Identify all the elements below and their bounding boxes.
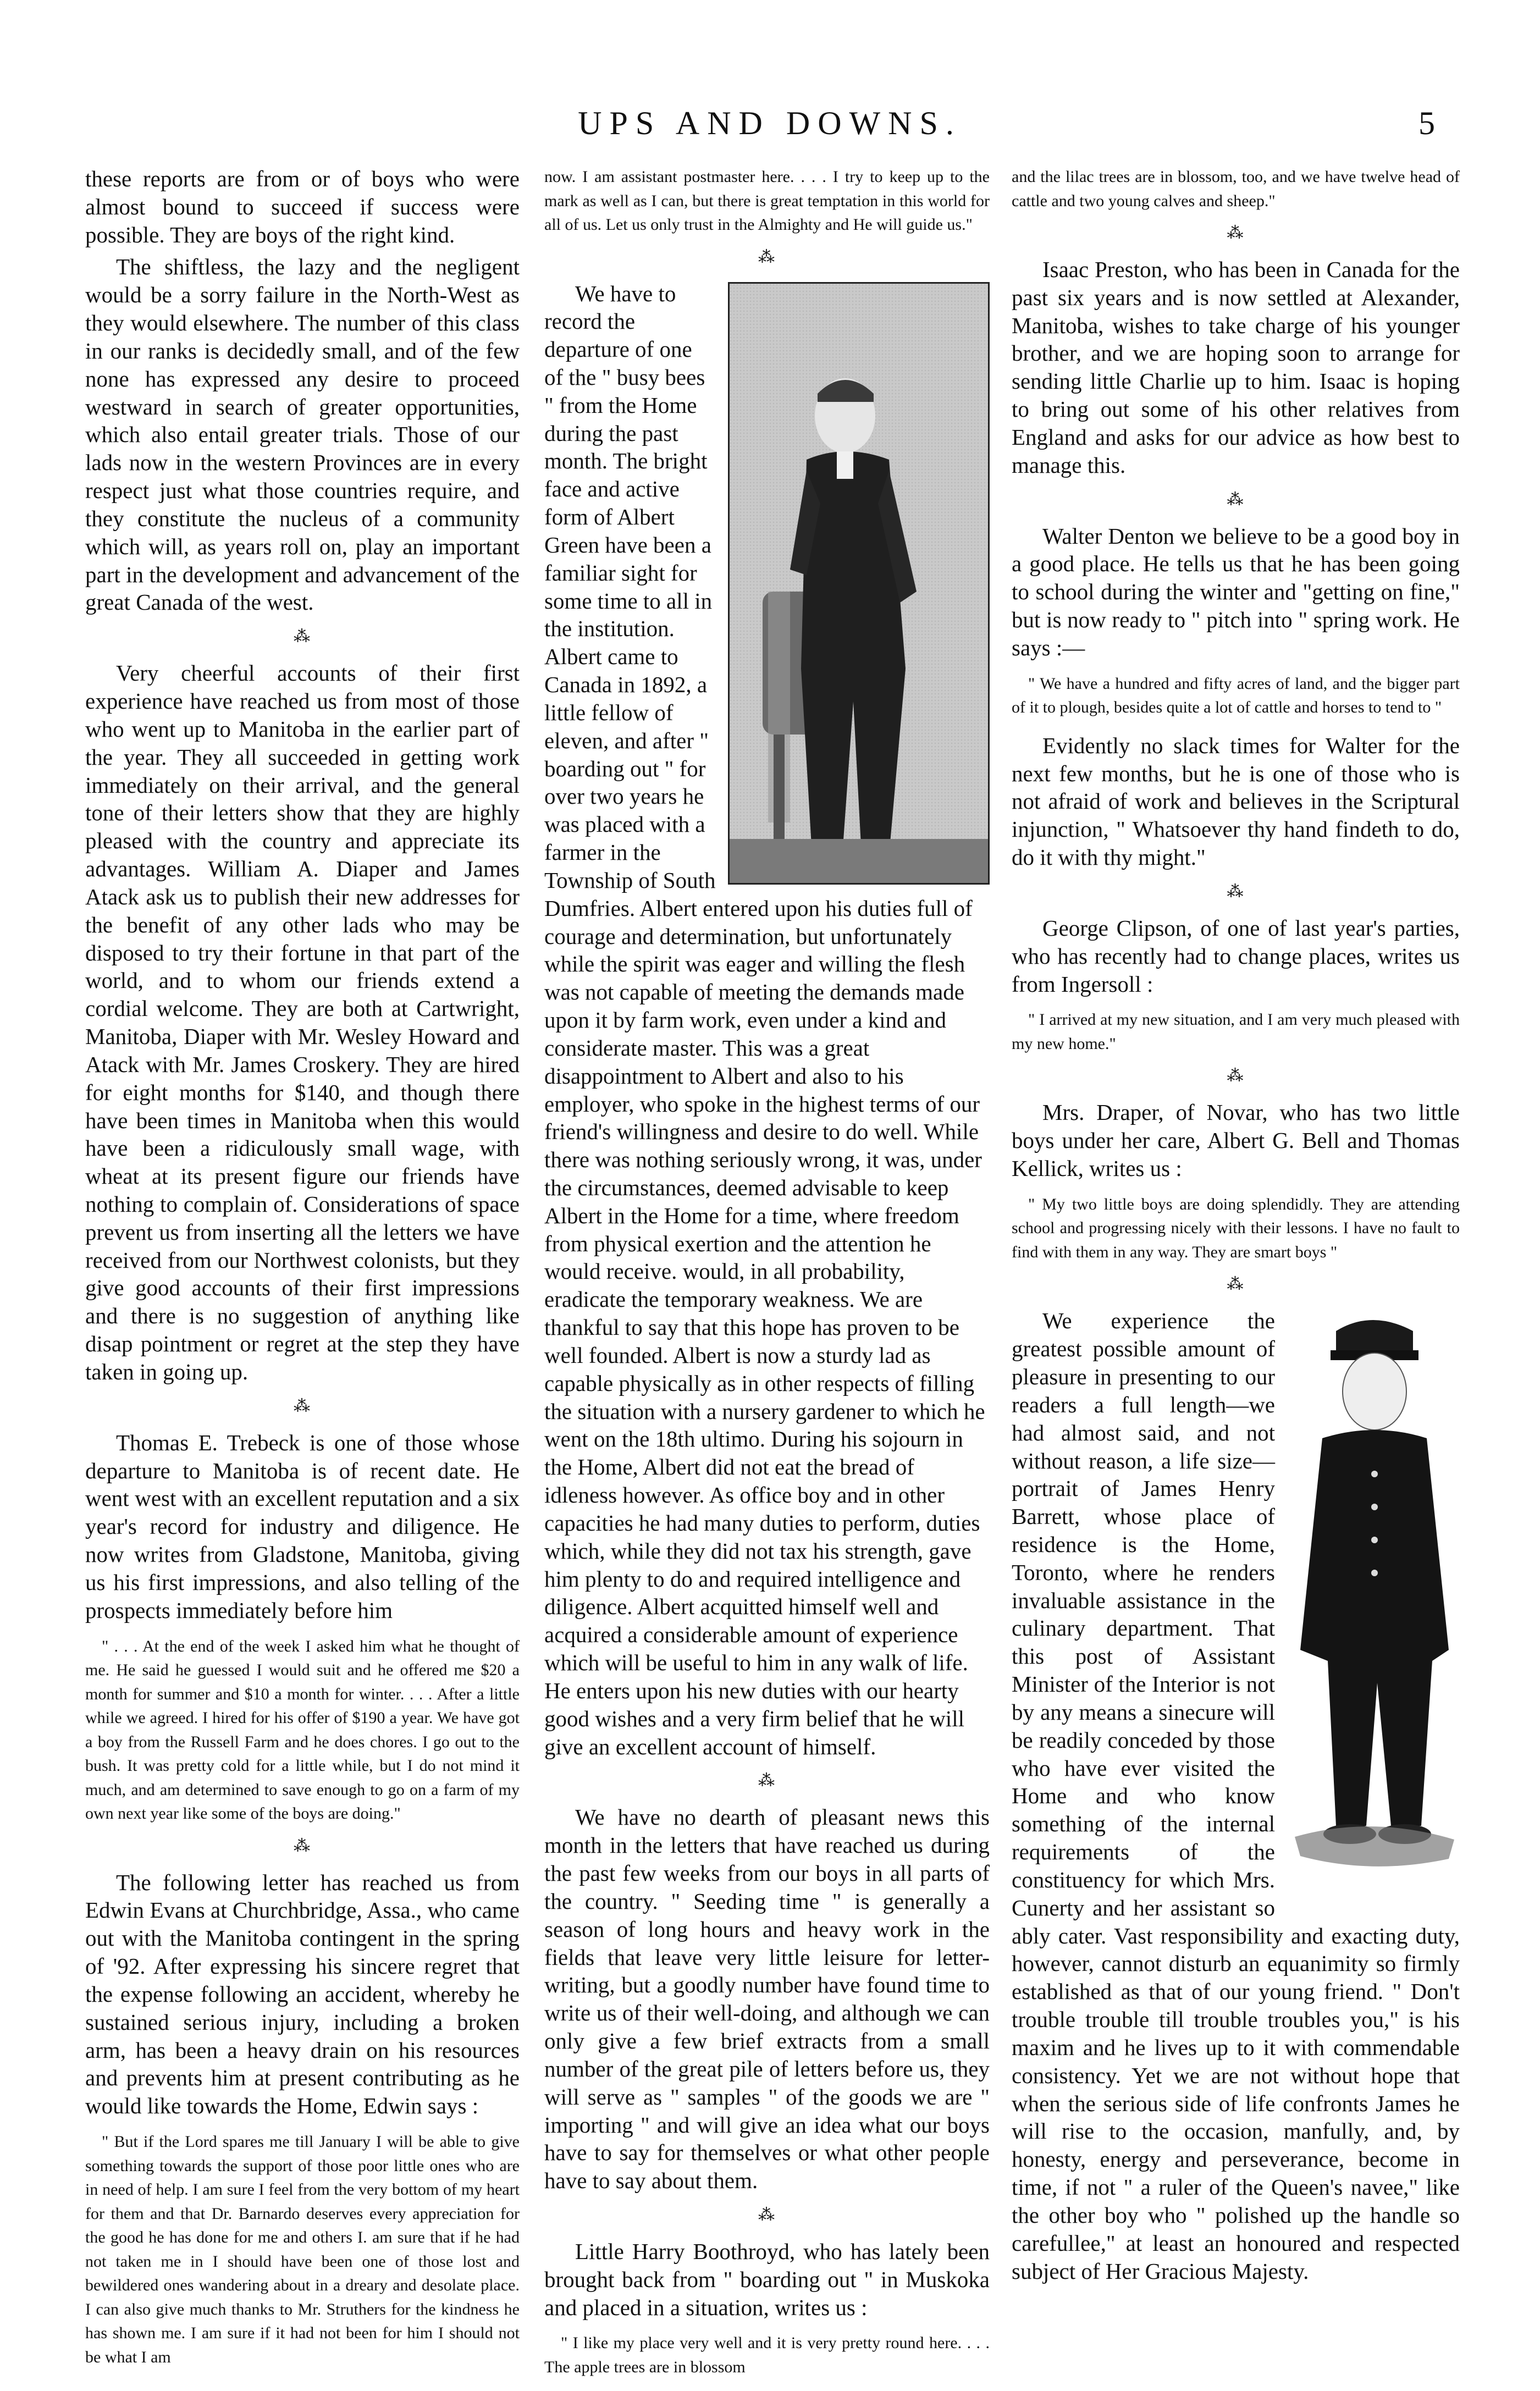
paragraph: Mrs. Draper, of Novar, who has two little boys under her care, Albert G. Bell and Thomas Kellick, writes us :	[1012, 1100, 1460, 1181]
paragraph: Isaac Preston, who has been in Canada for the past six years and is now settled at Alexander, Manitoba, wishes to take charge of his younger brother, and we are hoping soon to arrange for sending little Charlie up to him. Isaac is hoping to bring out some of his other relatives from England and asks for our advice as how best to manage this.	[1012, 257, 1460, 478]
letter-extract: " I arrived at my new situation, and I am very much pleased with my new home."	[1012, 1010, 1460, 1053]
letter-extract: " I like my place very well and it is very pretty round here. . . . The apple trees are in blossom	[544, 2334, 990, 2376]
paragraph: We experience the greatest possible amount of pleasure in presenting to our readers a full length—we had almost said, and not without reason, a life size—portrait of James Henry Barrett, whose place of residence is the Home, Toronto, where he renders invaluable assistance in the culinary department. That this post of Assistant Minister of the Interior is not by any means a sinecure will be readily conceded by those who have ever visited the Home and who know something of the internal requirements of the constituency for which Mrs. Cunerty and her assistant so ably cater. Vast responsibility and exacting duty, however, cannot disturb an equanimity so firmly established as that of our young friend. " Don't trouble trouble till trouble troubles you," is his maxim and he lives up to it with commendable consistency. Yet we are not without hope that when the serious side of life confronts James he will rise to the occasion, manfully, and, by honesty, energy and perseverance, become in time, if not " a ruler of the Queen's navee," like the other boy who " polished up the handle so carefullee," at least an honoured and respected subject of Her Gracious Majesty.	[1012, 1308, 1460, 2284]
paragraph: We have no dearth of pleasant news this month in the letters that have reached us during the past few weeks from our boys in all parts of the country. " Seeding time " is generally a season of long hours and heavy work in the fields that leave very little leisure for letter-writing, but a goodly number have found time to write us of their well-doing, and although we can only give a few brief extracts from a small number of the great pile of letters before us, they will serve as " samples " of the goods we are " importing " and will give an idea what our boys have to say for themselves or what other people have to say about them.	[544, 1804, 990, 2194]
section-separator: ⁂	[294, 627, 311, 646]
portrait-illustration	[1284, 1309, 1460, 1903]
letter-extract: " . . . At the end of the week I asked him what he thought of me. He said he guessed I would suit and he offered me $20 a month for summer and $10 a month for winter. . . . After a little while we agreed. I hired for his offer of $190 a year. We have got a boy from the Russell Farm and he does chores. I go out to the bush. It was pretty cold for a little while, but I do not mind it much, and am determined to save enough to go on a farm of my own next year like some of the boys are doing."	[85, 1637, 520, 1823]
paragraph: Thomas E. Trebeck is one of those whose departure to Manitoba is of recent date. He went west with an excellent reputation and a six year's record for industry and diligence. He now writes from Gladstone, Manitoba, giving us his first impressions, and also telling of the prospects immediately before him	[85, 1429, 520, 1623]
page-header	[0, 104, 1540, 148]
section-separator: ⁂	[1227, 1275, 1245, 1294]
paragraph: We have to record the departure of one of the " busy bees " from the Home during the past month. The bright face and active form of Albert Green have been a familiar sight for some time to all in the institution. Albert came to Canada in 1892, a little fellow of eleven, and after " boarding out " for over two years he was placed with a farmer in the Township of South Dumfries. Albert entered upon his duties full of courage and determination, but unfortunately while the spirit was eager and willing the flesh was not capable of meeting the demands made upon it by farm work, even under a kind and considerate master. This was a great disappointment to Albert and also to his employer, who spoke in the highest terms of our friend's willingness and desire to do well. While there was nothing seriously wrong, it was, under the circumstances, deemed advisable to keep Albert in the Home for a time, where freedom from physical exertion and the attention he would receive. would, in all probability, eradicate the temporary weakness. We are thankful to say that this hope has proven to be well founded. Albert is now a sturdy lad as capable physically as in other respects of filling the situation with a nursery gardener to which he went on the 18th ultimo. During his sojourn in the Home, Albert did not eat the bread of idleness however. As office boy and in other capacities he had many duties to perform, duties which, while they did not tax his strength, gave him plenty to do and required intelligence and diligence. Albert acquitted himself well and acquired a considerable amount of experience which will be useful to him in any walk of life. He enters upon his new duties with our hearty good wishes and a very firm belief that he will give an excellent account of himself.	[544, 280, 985, 1759]
section-separator: ⁂	[1227, 490, 1245, 509]
section-separator: ⁂	[758, 2205, 776, 2224]
section-separator: ⁂	[1227, 882, 1245, 901]
portrait-illustration	[730, 284, 988, 883]
letter-extract: and the lilac trees are in blossom, too, and we have twelve head of cattle and two young calves and sheep."	[1012, 168, 1460, 210]
publication-title: UPS AND DOWNS.	[578, 105, 962, 141]
column-2	[544, 165, 990, 2391]
paragraph: Very cheerful accounts of their first experience have reached us from most of those who went up to Manitoba in the earlier part of the year. They all succeeded in getting work immediately on their arrival, and the general tone of their letters show that they are highly pleased with the country and appreciate its advantages. William A. Diaper and James Atack ask us to publish their new addresses for the benefit of any other lads who may be disposed to try their fortune in that part of the world, and to whom our friends extend a cordial welcome. They are both at Cartwright, Manitoba, Diaper with Mr. Wesley Howard and Atack with Mr. James Croskery. They are hired for eight months for $140, and though there have been times in Manitoba when this would have been a ridiculously small wage, with wheat at its present figure our friends have nothing to complain of. Considerations of space prevent us from inserting all the letters we have received from our Northwest colonists, but they give good accounts of their first impressions and there is no suggestion of anything like disap pointment or regret at the step they have taken in going up.	[85, 660, 520, 1384]
section-separator: ⁂	[1227, 224, 1245, 242]
letter-extract: " But if the Lord spares me till January I will be able to give something towards the support of those poor little ones who are in need of help. I am sure I feel from the very bottom of my heart for them and that Dr. Barnardo deserves every appreciation for the good he has done for me and others I. am sure that if he had not taken me in I should have been one of those lost and bewildered ones wandering about in a dreary and desolate place. I can also give much thanks to Mr. Struthers for the kindness he has shown me. I am sure if it had not been for him I should not be what I am	[85, 2133, 520, 2366]
letter-extract: now. I am assistant postmaster here. . . . I try to keep up to the mark as well as I can, but there is great temptation in this world for all of us. Let us only trust in the Almighty and He will guide us."	[544, 168, 990, 234]
section-separator: ⁂	[758, 1771, 776, 1790]
letter-extract: " We have a hundred and fifty acres of land, and the bigger part of it to plough, besides quite a lot of cattle and horses to tend to "	[1012, 674, 1460, 717]
section-separator: ⁂	[294, 1396, 311, 1415]
page-number: 5	[1418, 105, 1435, 141]
section-separator: ⁂	[1227, 1067, 1245, 1085]
paragraph: these reports are from or of boys who were almost bound to succeed if success were possible. They are boys of the right kind.	[85, 166, 520, 247]
letter-extract: " My two little boys are doing splendidly. They are attending school and progressing nicely with their lessons. I have no fault to find with them in any way. They are smart boys "	[1012, 1195, 1460, 1261]
column-1	[85, 165, 520, 2381]
paragraph: The shiftless, the lazy and the negligent would be a sorry failure in the North-West as they would elsewhere. The number of this class in our ranks is decidedly small, and of the few none has expressed any desire to proceed westward in search of greater opportunities, which also entail greater trials. Those of our lads now in the western Provinces are in every respect just what those countries require, and they constitute the nucleus of a community which will, as years roll on, play an important part in the development and advancement of the great Canada of the west.	[85, 254, 520, 615]
portrait-photo-albert-green	[728, 282, 990, 885]
portrait-photo-james-barrett	[1284, 1309, 1460, 1903]
section-separator: ⁂	[758, 247, 776, 266]
paragraph: George Clipson, of one of last year's parties, who has recently had to change places, writes us from Ingersoll :	[1012, 915, 1460, 997]
paragraph: Little Harry Boothroyd, who has lately been brought back from " boarding out " in Muskoka and placed in a situation, writes us :	[544, 2238, 990, 2320]
paragraph: Evidently no slack times for Walter for the next few months, but he is one of those who is not afraid of work and believes in the Scriptural injunction, " Whatsoever thy hand findeth to do, do it with thy might."	[1012, 732, 1460, 870]
section-separator: ⁂	[294, 1836, 311, 1855]
paragraph: The following letter has reached us from Edwin Evans at Churchbridge, Assa., who came out with the Manitoba contingent in the spring of '92. After expressing his sincere regret that the expense following an accident, whereby he sustained serious injury, including a broken arm, has been a heavy drain on his resources and prevents him at present contributing as he would like towards the Home, Edwin says :	[85, 1869, 520, 2119]
column-3	[1012, 165, 1460, 2289]
paragraph: Walter Denton we believe to be a good boy in a good place. He tells us that he has been going to school during the winter and "getting on fine," but is now ready to " pitch into " spring work. He says :—	[1012, 523, 1460, 660]
